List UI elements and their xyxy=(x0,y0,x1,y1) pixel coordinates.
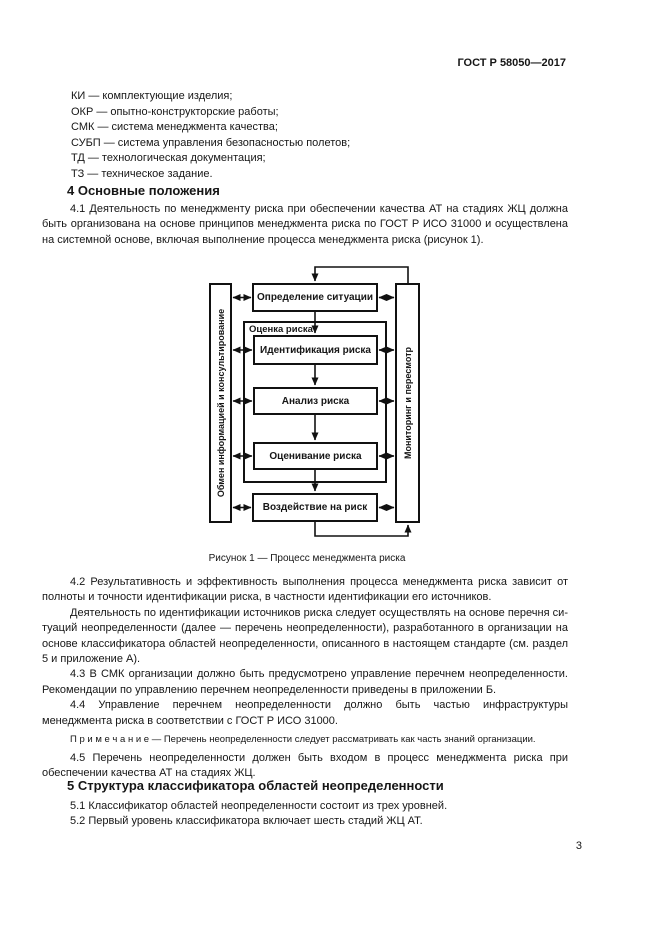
para-4-2-cont: Деятельность по идентификации источников риска следует осуществлять на основе перечня ситуаций неопределенности (далее — перечень неопределенности), разработанного в организации на основе классификатора областей неопределенности, описанного в настоящем стандарте (см. раздел 5 и приложение А). xyxy=(42,606,568,666)
abbreviation-item: СМК — система менеджмента качества; xyxy=(71,121,278,133)
figure-box-context: Определение ситуации xyxy=(252,283,378,312)
note: П р и м е ч а н и е — Перечень неопределенности следует рассматривать как часть знаний организации. xyxy=(70,734,536,746)
para-4-3: 4.3 В СМК организации должно быть предусмотрено управление перечнем неопределенности. Рекомендации по управлению перечнем неопределенности приведены в приложении Б. xyxy=(42,668,568,696)
figure-left-bar-label: Обмен информацией и консультирование xyxy=(215,308,226,498)
figure-right-bar-label: Мониторинг и пересмотр xyxy=(402,346,413,460)
para-5-1: 5.1 Классификатор областей неопределенности состоит из трех уровней. xyxy=(70,800,448,812)
figure-box-identification: Идентификация риска xyxy=(253,335,378,365)
risk-management-process-figure xyxy=(0,255,661,575)
figure-left-bar xyxy=(209,283,232,523)
figure-right-bar xyxy=(395,283,420,523)
section-4-body xyxy=(42,575,568,782)
figure-caption: Рисунок 1 — Процесс менеджмента риска xyxy=(208,553,406,564)
abbreviation-item: КИ — комплектующие изделия; xyxy=(71,90,233,102)
abbreviation-item: СУБП — система управления безопасностью полетов; xyxy=(71,136,351,149)
para-4-1: 4.1 Деятельность по менеджменту риска при обеспечении качества АТ на стадиях ЖЦ должна быть организована на основе принципов менеджмента риска по ГОСТ Р ИСО 31000 и осуществлена на системной основе, включая выполнение процесса менеджмента риска (рисунок 1). xyxy=(42,203,568,246)
figure-box-treatment: Воздействие на риск xyxy=(252,493,378,522)
abbreviation-list xyxy=(71,89,571,182)
abbreviation-item: ТД — технологическая документация; xyxy=(71,152,266,164)
figure-box-analysis: Анализ риска xyxy=(253,387,378,415)
para-4-5: 4.5 Перечень неопределенности должен быть входом в процесс менеджмента риска при обеспечении качества АТ на стадиях ЖЦ. xyxy=(42,752,568,780)
para-5-2: 5.2 Первый уровень классификатора включает шесть стадий ЖЦ АТ. xyxy=(70,815,423,828)
page-number: 3 xyxy=(575,840,582,852)
figure-group-label: Оценка риска xyxy=(249,324,313,335)
abbreviation-item: ОКР — опытно-конструкторские работы; xyxy=(71,105,279,118)
section-5-body xyxy=(42,799,568,830)
section-4-heading: 4 Основные положения xyxy=(67,183,220,198)
section-4-intro xyxy=(42,202,568,248)
abbreviation-item: ТЗ — техническое задание. xyxy=(71,167,213,180)
section-5-heading: 5 Структура классификатора областей неопределенности xyxy=(67,778,444,793)
para-4-4: 4.4 Управление перечнем неопределенности должно быть частью инфраструктуры менеджмента риска в соответствии с ГОСТ Р ИСО 31000. xyxy=(42,699,568,727)
figure-box-evaluation: Оценивание риска xyxy=(253,442,378,470)
standard-number: ГОСТ Р 58050—2017 xyxy=(457,57,566,69)
para-4-2: 4.2 Результативность и эффективность выполнения процесса менеджмента риска зависит от полноты и точности идентификации риска, в частности идентификации его источников. xyxy=(42,576,568,604)
